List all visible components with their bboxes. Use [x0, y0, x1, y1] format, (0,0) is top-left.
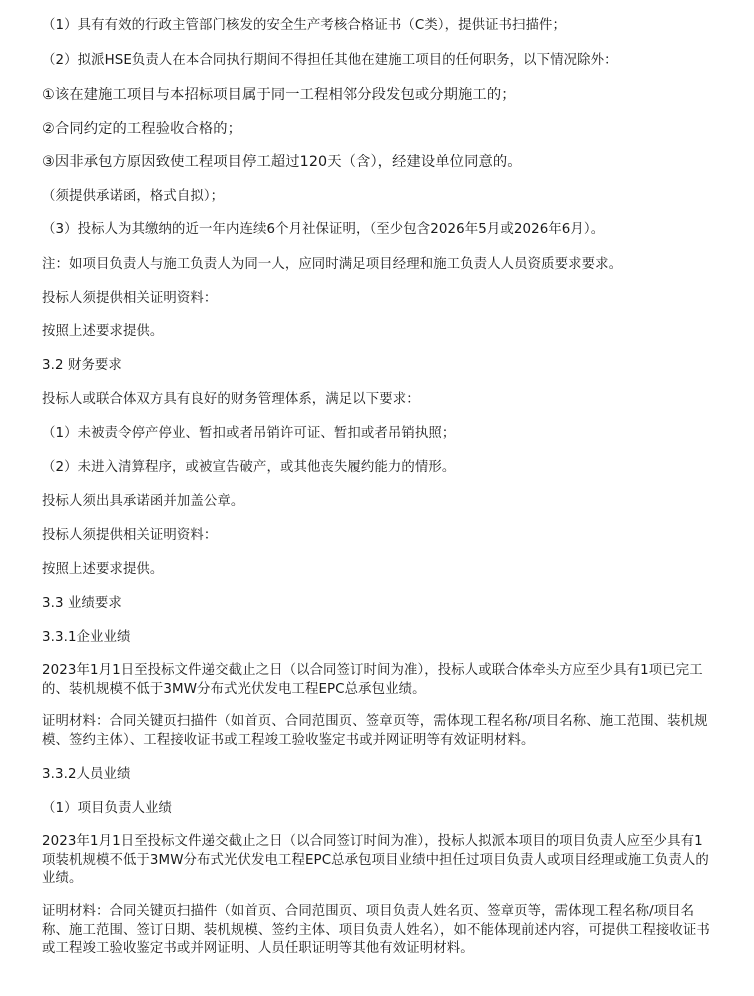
paragraph-provide-proof: 投标人须提供相关证明资料：: [42, 291, 218, 306]
paragraph-hse-certificate: （1）具有有效的行政主管部门核发的安全生产考核合格证书（C类），提供证书扫描件；: [42, 18, 567, 33]
paragraph-exception-2: ②合同约定的工程验收合格的；: [42, 121, 243, 137]
paragraph-project-lead-proof: 证明材料：合同关键页扫描件（如首页、合同范围页、项目负责人姓名页、签章页等，需体现工程名称/项目名称、施工范围、签订日期、装机规模、签约主体、项目负责人姓名），如不能体现前述内容，可提供工程接收证书或工程竣工验收鉴定书或并网证明、人员任职证明等其他有效证明材料。: [42, 904, 710, 956]
heading-3-3-2-personnel: 3.3.2人员业绩: [42, 767, 131, 782]
paragraph-commitment-seal: 投标人须出具承诺函并加盖公章。: [42, 494, 245, 509]
paragraph-company-performance: 2023年1月1日至投标文件递交截止之日（以合同签订时间为准），投标人或联合体牵头方应至少具有1项已完工的、装机规模不低于3MW分布式光伏发电工程EPC总承包业绩。: [42, 663, 703, 697]
paragraph-exception-3: ③因非承包方原因致使工程项目停工超过120天（含），经建设单位同意的。: [42, 154, 522, 170]
paragraph-finance-req-1: （1）未被责令停产停业、暂扣或者吊销许可证、暂扣或者吊销执照；: [42, 426, 456, 441]
heading-3-3-1-company: 3.3.1企业业绩: [42, 630, 131, 645]
paragraph-finance-req-2: （2）未进入清算程序，或被宣告破产，或其他丧失履约能力的情形。: [42, 460, 456, 475]
paragraph-note-same-person: 注：如项目负责人与施工负责人为同一人，应同时满足项目经理和施工负责人人员资质要求要求。: [42, 257, 623, 272]
paragraph-hse-no-other-post: （2）拟派HSE负责人在本合同执行期间不得担任其他在建施工项目的任何职务，以下情况除外：: [42, 53, 618, 68]
paragraph-finance-system: 投标人或联合体双方具有良好的财务管理体系，满足以下要求：: [42, 392, 420, 407]
paragraph-as-required-2: 按照上述要求提供。: [42, 562, 164, 577]
paragraph-commitment-note: （须提供承诺函，格式自拟）；: [42, 189, 225, 204]
heading-project-lead-performance: （1）项目负责人业绩: [42, 801, 173, 816]
paragraph-project-lead-performance: 2023年1月1日至投标文件递交截止之日（以合同签订时间为准），投标人拟派本项目的项目负责人应至少具有1项装机规模不低于3MW分布式光伏发电工程EPC总承包项目业绩中担任过项目负责人或项目经理或施工负责人的业绩。: [42, 834, 709, 886]
paragraph-company-proof: 证明材料：合同关键页扫描件（如首页、合同范围页、签章页等，需体现工程名称/项目名称、施工范围、装机规模、签约主体）、工程接收证书或工程竣工验收鉴定书或并网证明等有效证明材料。: [42, 714, 708, 748]
heading-3-2-finance: 3.2 财务要求: [42, 358, 122, 373]
paragraph-exception-1: ①该在建施工项目与本招标项目属于同一工程相邻分段发包或分期施工的；: [42, 87, 516, 103]
paragraph-provide-proof-2: 投标人须提供相关证明资料：: [42, 528, 218, 543]
paragraph-as-required: 按照上述要求提供。: [42, 324, 164, 339]
heading-3-3-performance: 3.3 业绩要求: [42, 596, 122, 611]
paragraph-social-security: （3）投标人为其缴纳的近一年内连续6个月社保证明，（至少包含2026年5月或2026年6月）。: [42, 222, 605, 237]
